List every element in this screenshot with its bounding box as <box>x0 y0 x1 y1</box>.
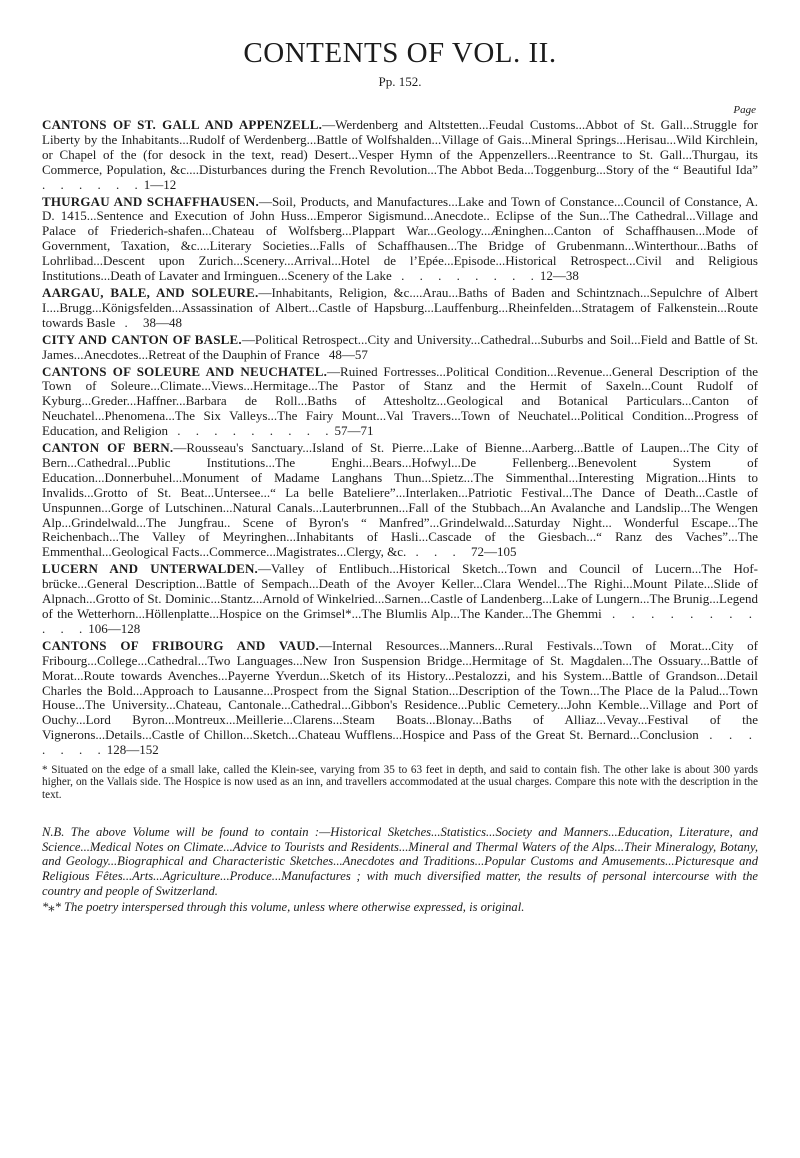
entry-text: —Rousseau's Sanctuary...Island of St. Pierre...Lake of Bienne...Aarberg...Battle of Laupen...The City of Bern...Cathedral...Public Institutions...The Enghi...Bears...Hofwyl...De Fellenberg...Benevolent System of Education...Donnerbuhel...Monument of Madame Langhans Thun...Spietz...The Simmenthal...Interesting Migration...Hints to Invalids...Grotto of St. Beat...Untersee...“ La belle Bateliere”...Interlaken...Patriotic Festival...The Dance of Death...Castle of Unspunnen...Gorge of Lutschinen...Natural Canals...Lauterbrunnen...Fall of the Stubbach...An Avalanche and Landslip...The Wengen Alp...Grindelwald...The Jungfrau.. Scene of Byron's “ Manfred”...Grindelwald...Saturday Night... Wonderful Escape...The Reichenbach...The Valley of Meyringhen...Inhabitants of Hasli...Cascade of the Giesbach...“ Ranz des Vaches”...The Emmenthal...Geological Facts...Commerce...Magistrates...Clergy, &c. <box>42 440 758 560</box>
entry-pages: 38—48 <box>143 314 183 330</box>
entry-pages: 1—12 <box>143 176 177 192</box>
entry-heading: LUCERN AND UNTERWALDEN. <box>42 561 258 577</box>
contents-entry: AARGAU, BALE, AND SOLEURE.—Inhabitants, Religion, &c....Arau...Baths of Baden and Schintznach...Sepulchre of Albert I....Brugg...Königsfelden...Assassination of Albert...Castle of Hapsburg...Lauffenburg...Rheinfelden...Stratagem of Falkenstein...Route towards Basle . 38—48 <box>42 284 759 330</box>
entry-pages: 72—105 <box>471 544 517 560</box>
contents-entry: CANTONS OF ST. GALL AND APPENZELL.—Werdenberg and Altstetten...Feudal Customs...Abbot of St. Gall...Struggle for Liberty by the Inhabitants...Rudolf of Werdenberg...Battle of Wolfshalden...Village of Gais...Mineral Springs...Herisau...Wild Kirchlein, or Chapel of the (for desock in the text, read) Desert...Vesper Hymn of the Appenzellers...Reentrance to St. Gall...Thurgau, its Commerce, Population, &c....Disturbances during the French Revolution...The Abbot Beda...Toggenburg...Story of the “ Beautiful Ida” . . . . . .1—12 <box>42 117 758 192</box>
entry-heading: CITY AND CANTON OF BASLE. <box>42 331 242 347</box>
entry-pages: 106—128 <box>88 620 141 636</box>
contents-entry: THURGAU AND SCHAFFHAUSEN.—Soil, Products, and Manufactures...Lake and Town of Constance...Council of Constance, A. D. 1415...Sentence and Execution of John Huss...Emperor Sigismund...Anecdote.. Eclipse of the Sun...The Cathedral...Village and Palace of Friederich-shafen...Chateau of Wolfsberg...Plappart War...Geology...Æninghen...Canton of Schaffhausen...Mode of Government, Taxation, &c....Literary Societies...Falls of Schaffhausen...The Bridge of Grubenmann...Winterthour...Baths of Lohrlibad...Descent upon Zurich...Scenery...Arrival...Hotel de l’Epée...Episode...Historical Retrospect...Civil and Religious Institutions...Death of Lavater and Irminguen...Scenery of the Lake . . . . . . . .12—38 <box>42 193 758 284</box>
page-count: Pp. 152. <box>378 74 422 89</box>
contents-entry: LUCERN AND UNTERWALDEN.—Valley of Entlibuch...Historical Sketch...Town and Council of Lucern...The Hof-brücke...General Description...Battle of Sempach...Death of the Avoyer Keller...Clara Wendel...The Righi...Mount Pilate...Slide of Alpnach...Grotto of St. Dominic...Stantz...Arnold of Winkelried...Sarnen...Castle of Landenberg...Lake of Lungern...The Brunig...Legend of the Wetterhorn...Höllenplatte...Hospice on the Grimsel*...The Blumlis Alp...The Kander...The Ghemmi . . . . . . . . . . .106—128 <box>42 561 759 636</box>
contents-page <box>42 36 758 915</box>
footnote: * Situated on the edge of a small lake, called the Klein-see, varying from 35 to 63 feet in depth, and said to contain fish. The other lake is about 300 yards higher, on the Vallais side. The Hospice is now used as an inn, and travellers accommodated at the usual charges. Compare this note with the description in the text. <box>42 764 758 801</box>
page-column-label: Page <box>733 104 756 116</box>
contents-entry: CANTONS OF FRIBOURG AND VAUD.—Internal Resources...Manners...Rural Festivals...Town of Morat...City of Fribourg...College...Cathedral...Two Languages...New Iron Suspension Bridge...Hermitage of St. Magdalen...The Ossuary...Battle of Morat...Route towards Avenches...Payerne Yverdun...Sketch of its History...Pestalozzi, and his System...Battle of Grandson...Detail Charles the Bold...Approach to Lausanne...Prospect from the Signal Station...Description of the Town...The Place de la Palud...Town House...The University...Chateau, Cantonale...Cathedral...Gibbon's Residence...Public Cemetery...John Kemble...Village and Port of Ouchy...Lord Byron...Montreux...Meillerie...Clarens...Steam Boats...Blonay...Baths of Alliaz...Vevay...Festival of the Vignerons...Details...Castle of Chillon...Sketch...Chateau Wufflens...Hospice and Pass of the Great St. Bernard...Conclusion . . . . . . .128—152 <box>42 637 759 758</box>
contents-entry <box>42 333 758 363</box>
entry-heading: CANTONS OF ST. GALL AND APPENZELL. <box>42 117 323 132</box>
entry-heading: AARGAU, BALE, AND SOLEURE. <box>42 284 259 300</box>
entry-heading: CANTONS OF SOLEURE AND NEUCHATEL. <box>42 363 328 379</box>
entry-text: —Ruined Fortresses...Political Condition...Revenue...General Description of the Town of Soleure...Climate...Views...Hermitage...The Pastor of Stanz and the Hermit of Saxeln...Count Rudolf of Kyburg...Greder...Haffner...Barbara de Roll...Baths of Attesholtz...Geological and Botanical Particulars...Canton of Neuchatel...Phenomena...The Six Valleys...The Fairy Mount...Val Travers...Town of Neuchatel...Political Condition...Progress of Education, and Religion <box>42 363 759 439</box>
entry-pages: 128—152 <box>106 742 159 758</box>
entry-text: —Political Retrospect...City and University...Cathedral...Suburbs and Soil...Field and Battle of St. James...Anecdotes...Retreat of the Dauphin of France <box>42 331 758 362</box>
entry-pages: 12—38 <box>539 268 579 284</box>
contents-entry: CANTONS OF SOLEURE AND NEUCHATEL.—Ruined Fortresses...Political Condition...Revenue...General Description of the Town of Soleure...Climate...Views...Hermitage...The Pastor of Stanz and the Hermit of Saxeln...Count Rudolf of Kyburg...Greder...Haffner...Barbara de Roll...Baths of Attesholtz...Geological and Botanical Particulars...Canton of Neuchatel...Phenomena...The Six Valleys...The Fairy Mount...Val Travers...Town of Neuchatel...Political Condition...Progress of Education, and Religion . . . . . . . . .57—71 <box>42 363 759 439</box>
entry-text: —Internal Resources...Manners...Rural Festivals...Town of Morat...City of Fribourg...College...Cathedral...Two Languages...New Iron Suspension Bridge...Hermitage of St. Magdalen...The Ossuary...Battle of Morat...Route towards Avenches...Payerne Yverdun...Sketch of its History...Pestalozzi, and his System...Battle of Grandson...Detail Charles the Bold...Approach to Lausanne...Prospect from the Signal Station...Description of the Town...The Place de la Palud...Town House...The University...Chateau, Cantonale...Cathedral...Gibbon's Residence...Public Cemetery...John Kemble...Village and Port of Ouchy...Lord Byron...Montreux...Meillerie...Clarens...Steam Boats...Blonay...Baths of Alliaz...Vevay...Festival of the Vignerons...Details...Castle of Chillon...Sketch...Chateau Wufflens...Hospice and Pass of the Great St. Bernard...Conclusion <box>42 637 758 743</box>
entry-text: —Valley of Entlibuch...Historical Sketch...Town and Council of Lucern...The Hof-brücke...General Description...Battle of Sempach...Death of the Avoyer Keller...Clara Wendel...The Righi...Mount Pilate...Slide of Alpnach...Grotto of St. Dominic...Stantz...Arnold of Winkelried...Sarnen...Castle of Landenberg...Lake of Lungern...The Brunig...Legend of the Wetterhorn...Höllenplatte...Hospice on the Grimsel*...The Blumlis Alp...The Kander...The Ghemmi <box>42 561 758 621</box>
poetry-note: *⁎* The poetry interspersed through this volume, unless where otherwise expressed, is original. <box>42 900 525 915</box>
page-title: CONTENTS OF VOL. II. <box>243 37 557 69</box>
contents-entry: CANTON OF BERN.—Rousseau's Sanctuary...Island of St. Pierre...Lake of Bienne...Aarberg...Battle of Laupen...The City of Bern...Cathedral...Public Institutions...The Enghi...Bears...Hofwyl...De Fellenberg...Benevolent System of Education...Donnerbuhel...Monument of Madame Langhans Thun...Spietz...The Simmenthal...Interesting Migration...Hints to Invalids...Grotto of St. Beat...Untersee...“ La belle Bateliere”...Interlaken...Patriotic Festival...The Dance of Death...Castle of Unspunnen...Gorge of Lutschinen...Natural Canals...Lauterbrunnen...Fall of the Stubbach...An Avalanche and Landslip...The Wengen Alp...Grindelwald...The Jungfrau.. Scene of Byron's “ Manfred”...Grindelwald...Saturday Night... Wonderful Escape...The Reichenbach...The Valley of Meyringhen...Inhabitants of Hasli...Cascade of the Giesbach...“ Ranz des Vaches”...The Emmenthal...Geological Facts...Commerce...Magistrates...Clergy, &c. . . . 72—105 <box>42 440 758 560</box>
entry-pages: 57—71 <box>334 423 374 439</box>
contents-list <box>42 118 758 758</box>
entry-text: —Werdenberg and Altstetten...Feudal Customs...Abbot of St. Gall...Struggle for Liberty by the Inhabitants...Rudolf of Werdenberg...Battle of Wolfshalden...Village of Gais...Mineral Springs...Herisau...Wild Kirchlein, or Chapel of the (for desock in the text, read) Desert...Vesper Hymn of the Appenzellers...Reentrance to St. Gall...Thurgau, its Commerce, Population, &c....Disturbances during the French Revolution...The Abbot Beda...Toggenburg...Story of the “ Beautiful Ida” <box>42 117 758 177</box>
entry-heading: CANTONS OF FRIBOURG AND VAUD. <box>42 637 319 653</box>
entry-text: —Soil, Products, and Manufactures...Lake and Town of Constance...Council of Constance, A. D. 1415...Sentence and Execution of John Huss...Emperor Sigismund...Anecdote.. Eclipse of the Sun...The Cathedral...Village and Palace of Friederich-shafen...Chateau of Wolfsberg...Plappart War...Geology...Æninghen...Canton of Schaffhausen...Mode of Government, Taxation, &c....Literary Societies...Falls of Schaffhausen...The Bridge of Grubenmann...Winterthour...Baths of Lohrlibad...Descent upon Zurich...Scenery...Arrival...Hotel de l’Epée...Episode...Historical Retrospect...Civil and Religious Institutions...Death of Lavater and Irminguen...Scenery of the Lake <box>42 193 758 284</box>
entry-heading: CANTON OF BERN. <box>42 440 174 456</box>
entry-pages: 48—57 <box>328 346 368 362</box>
entry-heading: THURGAU AND SCHAFFHAUSEN. <box>42 193 259 209</box>
entry-text: —Inhabitants, Religion, &c....Arau...Baths of Baden and Schintznach...Sepulchre of Albert I....Brugg...Königsfelden...Assassination of Albert...Castle of Hapsburg...Lauffenburg...Rheinfelden...Stratagem of Falkenstein...Route towards Basle <box>42 284 759 330</box>
nota-bene: N.B. The above Volume will be found to contain :—Historical Sketches...Statistics...Society and Manners...Education, Literature, and Science...Medical Notes on Climate...Advice to Tourists and Residents...Mineral and Thermal Waters of the Alps...Their Mineralogy, Botany, and Geology...Biographical and Characteristic Sketches...Anecdotes and Traditions...Popular Customs and Amusements...Picturesque and Religious Fêtes...Arts...Agriculture...Produce...Manufactures ; with much diversified matter, the results of personal intercourse with the country and people of Switzerland. <box>42 825 758 898</box>
